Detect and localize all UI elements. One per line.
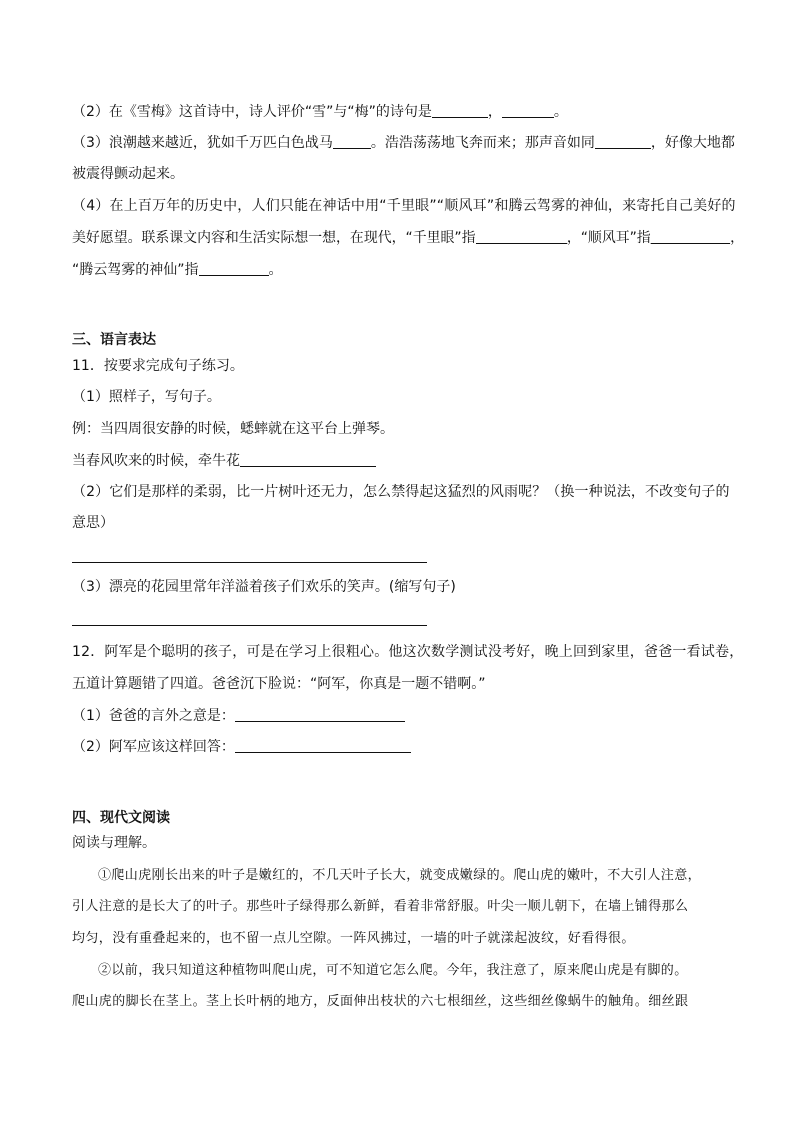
q3-blank-1[interactable] [333,134,371,149]
reading-intro: 阅读与理解。 [72,835,156,851]
q11-blank-1[interactable] [240,452,376,467]
q12-blank-1[interactable] [235,707,405,722]
question-4-line-2 [72,228,744,248]
q4-blank-1[interactable] [476,229,567,244]
question-4-line-1: （4）在上百万年的历史中，人们只能在神话中用“千里眼”“顺风耳”和腾云驾雾的神仙，来寄托自己美好的 [72,198,736,214]
question-3-line-2: 被震得颤动起来。 [72,166,184,182]
passage-paragraph-1-line-3: 均匀，没有重叠起来的，也不留一点儿空隙。一阵风拂过，一墙的叶子就漾起波纹，好看得很。 [72,931,635,946]
q4-text-d: “腾云驾雾的神仙”指 [72,262,199,278]
question-2-line [72,102,568,122]
q12-line-1: 12．阿军是个聪明的孩子，可是在学习上很粗心。他这次数学测试没考好，晚上回到家里，爸爸一看试卷， [72,644,744,660]
q2-blank-1[interactable] [432,103,488,118]
q11-part-3: （3）漂亮的花园里常年洋溢着孩子们欢乐的笑声。(缩写句子) [72,579,456,595]
q4-blank-3[interactable] [199,261,269,276]
section-3-heading: 三、语言表达 [72,332,156,348]
question-3-line [72,133,735,153]
passage-paragraph-1-line-2: 引人注意的是长大了的叶子。那些叶子绿得那么新鲜，看着非常舒服。叶尖一顺儿朝下，在墙上铺得那么 [72,899,689,914]
q11-part-2-line-1: （2）它们是那样的柔弱，比一片树叶还无力，怎么禁得起这猛烈的风雨呢？（换一种说法，不改变句子的 [72,484,730,500]
q4-text-a: 美好愿望。联系课文内容和生活实际想一想，在现代，“千里眼”指 [72,230,476,246]
q12-part-1-line [72,706,405,726]
q2-text: （2）在《雪梅》这首诗中，诗人评价“雪”与“梅”的诗句是 [72,104,432,120]
q11-prompt-line [72,451,376,471]
passage-paragraph-1-line-1: ①爬山虎刚长出来的叶子是嫩红的，不几天叶子长大，就变成嫩绿的。爬山虎的嫩叶，不大引人注意， [98,868,702,883]
q12-part-2: （2）阿军应该这样回答： [72,739,235,755]
q3-text-a: （3）浪潮越来越近，犹如千万匹白色战马 [72,135,333,151]
passage-paragraph-2-line-2: 爬山虎的脚长在茎上。茎上长叶柄的地方，反面伸出枝状的六七根细丝，这些细丝像蜗牛的触角。细丝跟 [72,994,689,1009]
q4-text-b: ，“顺风耳”指 [566,230,651,246]
q2-separator: ， [487,104,502,120]
question-4-line-3 [72,260,283,280]
q11-title: 11．按要求完成句子练习。 [72,358,244,374]
q3-blank-2[interactable] [595,134,651,149]
q2-blank-2[interactable] [502,103,554,118]
q4-blank-2[interactable] [651,229,730,244]
q11-example: 例：当四周很安静的时候，蟋蟀就在这平台上弹琴。 [72,421,394,437]
q3-text-c: ，好像大地都 [650,135,735,151]
section-4-heading: 四、现代文阅读 [72,810,170,826]
q3-text-b: 。浩浩荡荡地飞奔而来；那声音如同 [370,135,595,151]
q2-end: 。 [553,104,568,120]
q11-answer-line-2[interactable] [72,562,427,563]
q4-text-c: ， [730,230,745,246]
q11-answer-line-3[interactable] [72,625,427,626]
q12-part-2-line [72,737,411,757]
q12-blank-2[interactable] [235,738,411,753]
q12-part-1: （1）爸爸的言外之意是： [72,708,235,724]
q11-part-1: （1）照样子，写句子。 [72,389,221,405]
q11-prompt: 当春风吹来的时候，牵牛花 [72,453,240,469]
q11-part-2-line-2: 意思） [72,515,114,531]
passage-paragraph-2-line-1: ②以前，我只知道这种植物叫爬山虎，可不知道它怎么爬。今年，我注意了，原来爬山虎是有脚的。 [98,963,688,978]
q4-text-e: 。 [268,262,283,278]
q12-line-2: 五道计算题错了四道。爸爸沉下脸说：“阿军，你真是一题不错啊。” [72,676,486,692]
